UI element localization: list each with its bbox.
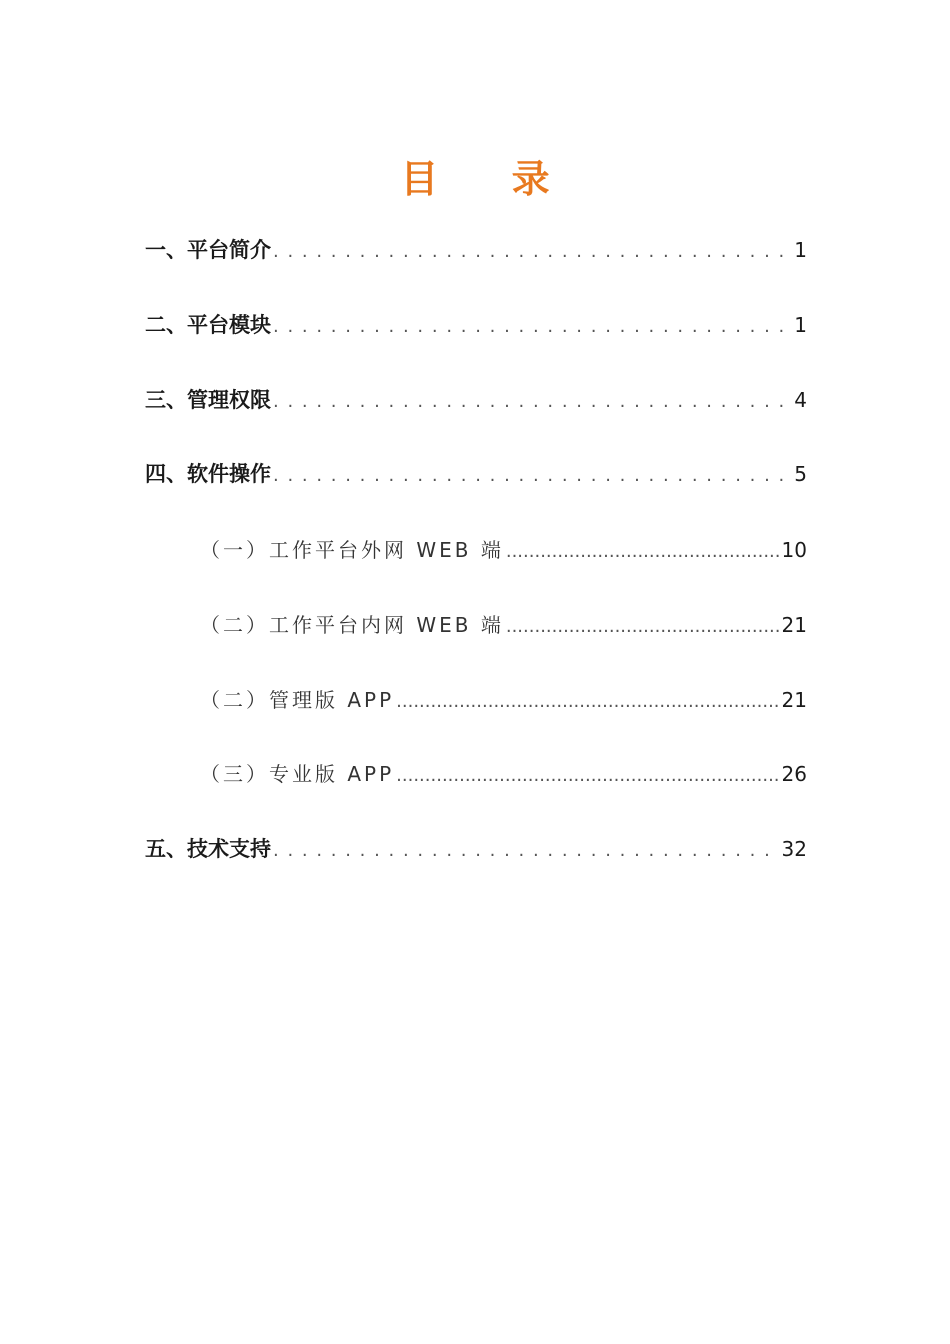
toc-dot-leader [273,305,792,345]
toc-entry-software-operation[interactable] [145,454,807,494]
toc-entry-label: （二）管理版 APP [200,688,395,712]
toc-dot-leader [506,605,780,645]
toc-entry-page-number: 32 [781,837,807,861]
toc-entry-internal-web[interactable] [200,605,807,645]
toc-entry-page-number: 4 [794,388,807,412]
toc-entry-page-number: 5 [794,462,807,486]
toc-entry-label: 四、软件操作 [145,462,271,486]
toc-entry-page-number: 21 [781,613,807,637]
toc-entry-external-web[interactable] [200,530,807,570]
toc-dot-leader [273,454,792,494]
toc-entry-label: 二、平台模块 [145,313,271,337]
toc-entry-professional-app[interactable] [200,754,807,794]
toc-entry-page-number: 26 [781,762,807,786]
toc-entry-label: （一）工作平台外网 WEB 端 [200,538,504,562]
toc-entry-platform-intro[interactable] [145,230,807,270]
toc-dot-leader [273,230,792,270]
toc-dot-leader [506,530,780,570]
toc-entry-label: （三）专业版 APP [200,762,395,786]
toc-entry-label: 五、技术支持 [145,837,271,861]
toc-entry-page-number: 1 [794,238,807,262]
toc-entry-technical-support[interactable] [145,829,807,869]
toc-entry-platform-modules[interactable] [145,305,807,345]
toc-entry-management-permissions[interactable] [145,380,807,420]
toc-entry-management-app[interactable] [200,680,807,720]
toc-title: 目 录 [400,157,580,202]
toc-dot-leader [273,380,792,420]
toc-entry-page-number: 21 [781,688,807,712]
toc-dot-leader [396,680,779,720]
toc-dot-leader [273,829,780,869]
toc-entry-label: 三、管理权限 [145,388,271,412]
toc-entry-page-number: 1 [794,313,807,337]
toc-dot-leader [396,754,779,794]
toc-entry-page-number: 10 [781,538,807,562]
toc-entry-label: （二）工作平台内网 WEB 端 [200,613,504,637]
toc-entry-label: 一、平台简介 [145,238,271,262]
